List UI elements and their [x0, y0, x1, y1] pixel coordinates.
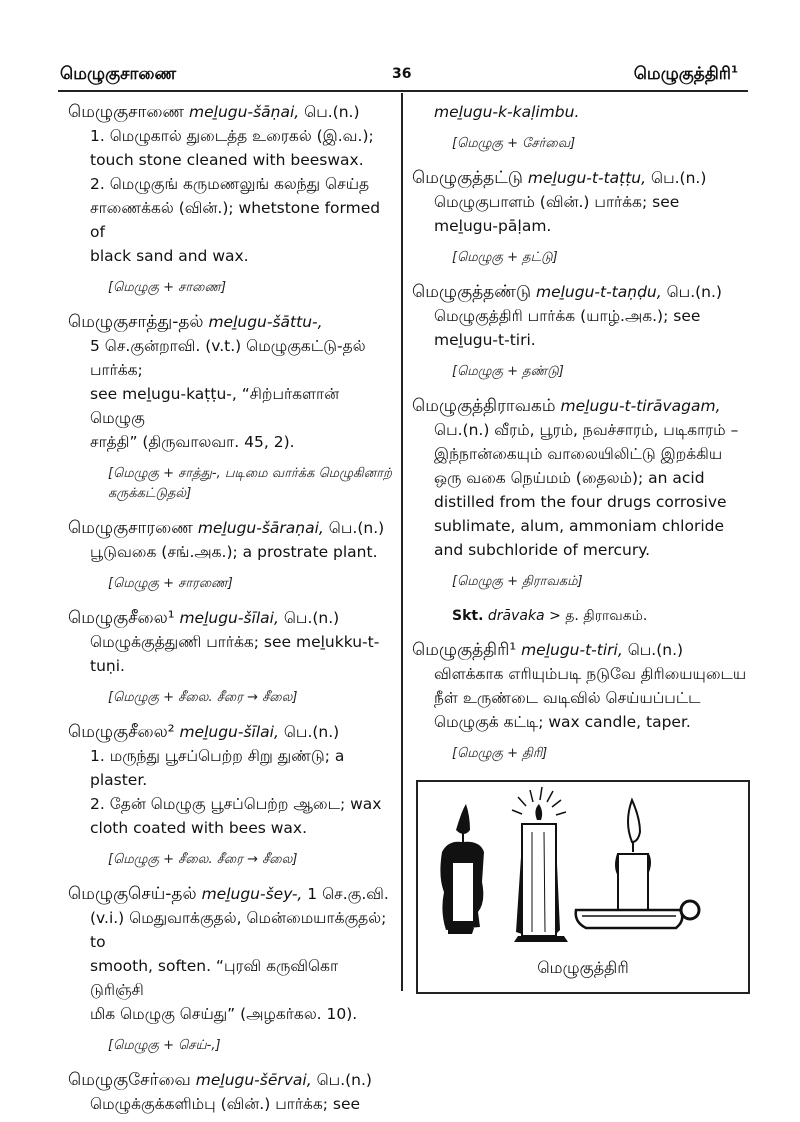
page-number: 36	[392, 66, 412, 82]
transliteration: meḻugu-šey-,	[201, 885, 303, 903]
transliteration: meḻugu-t-tirāvagam,	[560, 397, 721, 415]
part-of-speech: பெ.(n.)	[328, 519, 385, 537]
definition-line: மிக மெழுகு செய்து” (அழகர்கல. 10).	[90, 1005, 358, 1023]
part-of-speech: பெ.(n.)	[283, 609, 340, 627]
definition-line: 2. மெழுகுங் கருமணலுங் கலந்து செய்த	[90, 175, 370, 193]
part-of-speech: 1 செ.கு.வி.	[307, 885, 389, 903]
dictionary-entry	[68, 882, 393, 1056]
etymology: [மெழுகு + சாரணை]	[108, 576, 233, 591]
headword: மெழுகுசாணை	[68, 102, 185, 122]
headword: மெழுகுத்திரி¹	[412, 640, 517, 660]
definition-line: meḻugu-k-kaḷimbu.	[434, 103, 580, 121]
entry-head-line	[68, 100, 393, 124]
etymology: [மெழுகு + செய்-,]	[108, 1038, 221, 1053]
transliteration: meḻugu-t-taṭṭu,	[527, 169, 647, 187]
etymology: [மெழுகு + தட்டு]	[452, 250, 558, 265]
dictionary-entry	[412, 638, 752, 764]
definition-line: மெழுக்குக்களிம்பு (வின்.) பார்க்க; see	[90, 1095, 361, 1113]
definition-line: ஒரு வகை நெய்மம் (தைலம்); an acid	[434, 469, 705, 487]
etymology: [மெழுகு + தண்டு]	[452, 364, 564, 379]
skt-label: Skt.	[452, 608, 484, 624]
definition-line: 1. மருந்து பூசப்பெற்ற சிறு துண்டு; a plaster.	[90, 747, 345, 789]
headword: மெழுகுசேர்வை	[68, 1070, 191, 1090]
headword: மெழுகுசாத்து-தல்	[68, 312, 204, 332]
transliteration: meḻugu-šāttu-,	[208, 313, 323, 331]
sanskrit-note	[452, 604, 752, 628]
entry-head-line	[68, 516, 393, 540]
dictionary-entry	[68, 1068, 393, 1116]
transliteration: meḻugu-šīlai,	[179, 609, 279, 627]
header-right-word	[634, 64, 738, 86]
etymology: [மெழுகு + திரி]	[452, 746, 548, 761]
headword: மெழுகுசாரணை	[68, 518, 193, 538]
dictionary-entry	[68, 310, 393, 504]
page-header	[0, 0, 800, 95]
etymology: [மெழுகு + சீலை. சீரை → சீலை]	[108, 852, 298, 867]
transliteration: meḻugu-t-tiri,	[521, 641, 623, 659]
definition-line: 1. மெழுகால் துடைத்த உரைகல் (இ.வ.);	[90, 127, 374, 145]
melting-candle-drawing	[440, 804, 484, 934]
dictionary-entry	[68, 720, 393, 870]
definition-line: and subchloride of mercury.	[434, 541, 651, 559]
part-of-speech: பெ.(n.)	[283, 723, 340, 741]
transliteration: meḻugu-t-taṇḍu,	[535, 283, 662, 301]
headword: மெழுகுசெய்-தல்	[68, 884, 197, 904]
etymology: [மெழுகு + சேர்வை]	[452, 136, 576, 151]
entry-head-line	[68, 310, 393, 334]
definition-line: see meḻugu-kaṭṭu-, “சிற்பர்களான் மெழுகு	[90, 385, 340, 427]
transliteration: meḻugu-šīlai,	[179, 723, 279, 741]
entry-head-line	[412, 166, 752, 190]
candle-figure	[416, 780, 750, 994]
definition-line: meḻugu-t-tiri.	[434, 331, 536, 349]
definition-line: இந்நான்கையும் வாலையிலிட்டு இறக்கிய	[434, 445, 723, 463]
entry-head-line	[412, 638, 752, 662]
etymology: [மெழுகு + சாத்து-, படிமை வார்க்க மெழுகினாற் கருக்கட்டுதல்]	[108, 466, 392, 501]
definition-line: 5 செ.குன்றாவி. (v.t.) மெழுகுகட்டு-தல் பார்க்க;	[90, 337, 366, 379]
header-left-word: மெழுகுசாணை	[60, 64, 177, 84]
etymology: [மெழுகு + சாணை]	[108, 280, 227, 295]
header-right-text: மெழுகுத்திரி	[633, 64, 732, 84]
headword: மெழுகுத்தட்டு	[412, 168, 523, 188]
dictionary-entry	[412, 280, 752, 382]
definition-line: (v.i.) மெதுவாக்குதல், மென்மையாக்குதல்; to	[90, 909, 387, 951]
header-rule	[58, 90, 748, 92]
header-right-sup: 1	[731, 64, 738, 76]
definition-line: meḻugu-pāḷam.	[434, 217, 552, 235]
part-of-speech: பெ.(n.)	[651, 169, 707, 187]
skt-word: drāvaka	[487, 608, 545, 624]
definition-line: மெழுக்குத்துணி பார்க்க; see meḻukku-t-	[90, 633, 380, 651]
part-of-speech: பெ.(n.)	[316, 1071, 372, 1089]
definition-line: smooth, soften. “புரவி கருவிகொ டுரிஞ்சி	[90, 957, 339, 999]
skt-rest: > த. திராவகம்.	[549, 608, 648, 624]
transliteration: meḻugu-šāraṇai,	[197, 519, 324, 537]
definition-line: விளக்காக எரியும்படி நடுவே திரியையுடைய	[434, 665, 747, 683]
definition-line: சாத்தி” (திருவாலவா. 45, 2).	[90, 433, 295, 451]
dish-candle-drawing	[576, 800, 699, 928]
dictionary-entry	[412, 394, 752, 592]
definition-line: touch stone cleaned with beeswax.	[90, 151, 364, 169]
figure-caption: மெழுகுத்திரி	[537, 958, 629, 977]
entry-head-line	[68, 606, 393, 630]
dictionary-entry	[412, 100, 752, 154]
transliteration: meḻugu-šērvai,	[195, 1071, 312, 1089]
entry-head-line	[68, 720, 393, 744]
dictionary-entry	[412, 166, 752, 268]
definition-line: tuṇi.	[90, 657, 125, 675]
entry-head-line	[412, 280, 752, 304]
definition-line: மெழுகுக் கட்டி; wax candle, taper.	[434, 713, 691, 731]
part-of-speech: பெ.(n.)	[666, 283, 722, 301]
dictionary-entry	[68, 100, 393, 298]
definition-line: பெ.(n.) வீரம், பூரம், நவச்சாரம், படிகாரம் –	[434, 421, 739, 439]
definition-line: மெழுகுபாளம் (வின்.) பார்க்க; see	[434, 193, 680, 211]
definition-line: நீள் உருண்டை வடிவில் செய்யப்பட்ட	[434, 689, 701, 707]
definition-line: distilled from the four drugs corrosive	[434, 493, 727, 511]
entry-head-line	[68, 882, 393, 906]
transliteration: meḻugu-šāṇai,	[189, 103, 300, 121]
definition-line: மெழுகுத்திரி பார்க்க (யாழ்.அக.); see	[434, 307, 701, 325]
left-column	[68, 100, 393, 1122]
headword: மெழுகுசீலை²	[68, 722, 175, 742]
part-of-speech: பெ.(n.)	[304, 103, 360, 121]
etymology: [மெழுகு + திராவகம்]	[452, 574, 583, 589]
headword: மெழுகுசீலை¹	[68, 608, 175, 628]
column-divider	[401, 93, 403, 991]
part-of-speech: பெ.(n.)	[627, 641, 684, 659]
definition-line: sublimate, alum, ammoniam chloride	[434, 517, 725, 535]
definition-line: 2. தேன் மெழுகு பூசப்பெற்ற ஆடை; wax	[90, 795, 382, 813]
definition-line: சாணைக்கல் (வின்.); whetstone formed of	[90, 199, 381, 241]
definition-line: black sand and wax.	[90, 247, 249, 265]
definition-line: பூடுவகை (சங்.அக.); a prostrate plant.	[90, 543, 378, 561]
definition-line: cloth coated with bees wax.	[90, 819, 308, 837]
entry-head-line	[412, 394, 752, 418]
dictionary-entry	[68, 516, 393, 594]
cylinder-candle-drawing	[512, 787, 568, 942]
right-column	[412, 100, 752, 776]
etymology: [மெழுகு + சீலை. சீரை → சீலை]	[108, 690, 298, 705]
headword: மெழுகுத்தண்டு	[412, 282, 532, 302]
headword: மெழுகுத்திராவகம்	[412, 396, 556, 416]
entry-head-line	[68, 1068, 393, 1092]
dictionary-entry	[68, 606, 393, 708]
